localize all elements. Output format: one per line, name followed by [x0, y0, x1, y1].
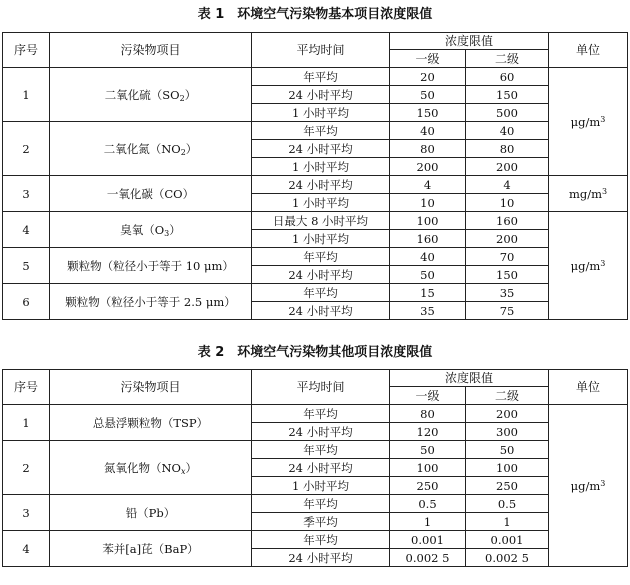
grade2-value: 250 — [466, 477, 549, 495]
pollutant-name: 臭氧$(O_3)$ — [50, 212, 252, 248]
grade1-value: 120 — [390, 423, 466, 441]
period-cell: 24 小时平均 — [252, 140, 390, 158]
period-cell: 日最大 8 小时平均 — [252, 212, 390, 230]
grade1-value: 100 — [390, 212, 466, 230]
row-no: 1 — [3, 405, 50, 441]
row-no: 4 — [3, 212, 50, 248]
period-cell: 年平均 — [252, 495, 390, 513]
period-cell: 24 小时平均 — [252, 176, 390, 194]
grade2-value: 1 — [466, 513, 549, 531]
period-cell: 年平均 — [252, 248, 390, 266]
period-cell: 年平均 — [252, 284, 390, 302]
header-grade2: 二级 — [466, 50, 549, 68]
period-cell: 年平均 — [252, 531, 390, 549]
pollutant-name: 总悬浮颗粒物（TSP） — [50, 405, 252, 441]
grade2-value: 70 — [466, 248, 549, 266]
period-cell: 年平均 — [252, 441, 390, 459]
pollutant-name: 颗粒物（粒径小于等于 10 μm） — [50, 248, 252, 284]
unit-cell: $\mu g/m^3$ — [549, 405, 628, 567]
grade2-value: 150 — [466, 86, 549, 104]
pollutant-name: 一氧化碳（CO） — [50, 176, 252, 212]
header-limit: 浓度限值 — [390, 370, 549, 387]
grade1-value: 250 — [390, 477, 466, 495]
pollutant-name: 二氧化氮$(NO_2)$ — [50, 122, 252, 176]
table2 — [2, 369, 628, 567]
grade2-value: 200 — [466, 405, 549, 423]
grade1-value: 0.001 — [390, 531, 466, 549]
row-no: 5 — [3, 248, 50, 284]
row-no: 2 — [3, 122, 50, 176]
grade1-value: 80 — [390, 140, 466, 158]
pollutant-name: 二氧化硫$(SO_2)$ — [50, 68, 252, 122]
unit-cell: $\mu g/m^3$ — [549, 68, 628, 176]
period-cell: 1 小时平均 — [252, 477, 390, 495]
period-cell: 年平均 — [252, 122, 390, 140]
row-no: 2 — [3, 441, 50, 495]
table1 — [2, 32, 628, 320]
grade2-value: 80 — [466, 140, 549, 158]
header-grade2: 二级 — [466, 387, 549, 405]
period-cell: 24 小时平均 — [252, 302, 390, 320]
grade1-value: 50 — [390, 86, 466, 104]
pollutant-name: 铅（Pb） — [50, 495, 252, 531]
period-cell: 1 小时平均 — [252, 104, 390, 122]
row-no: 1 — [3, 68, 50, 122]
grade2-value: 10 — [466, 194, 549, 212]
period-cell: 24 小时平均 — [252, 266, 390, 284]
grade2-value: 500 — [466, 104, 549, 122]
unit-cell: $mg/m^3$ — [549, 176, 628, 212]
table1-caption: 表 1 环境空气污染物基本项目浓度限值 — [197, 7, 433, 22]
grade2-value: 60 — [466, 68, 549, 86]
grade2-value: 160 — [466, 212, 549, 230]
grade1-value: 150 — [390, 104, 466, 122]
header-period: 平均时间 — [252, 370, 390, 405]
period-cell: 1 小时平均 — [252, 194, 390, 212]
grade1-value: 50 — [390, 266, 466, 284]
header-grade1: 一级 — [390, 387, 466, 405]
grade2-value: 100 — [466, 459, 549, 477]
grade1-value: 80 — [390, 405, 466, 423]
grade1-value: 20 — [390, 68, 466, 86]
grade1-value: 4 — [390, 176, 466, 194]
grade1-value: 0.5 — [390, 495, 466, 513]
grade2-value: 0.5 — [466, 495, 549, 513]
period-cell: 年平均 — [252, 68, 390, 86]
period-cell: 季平均 — [252, 513, 390, 531]
grade2-value: 0.002 5 — [466, 549, 549, 567]
table2-caption: 表 2 环境空气污染物其他项目浓度限值 — [197, 345, 433, 360]
period-cell: 年平均 — [252, 405, 390, 423]
grade2-value: 50 — [466, 441, 549, 459]
pollutant-name: 氮氧化物$(NO_x)$ — [50, 441, 252, 495]
pollutant-name: 颗粒物（粒径小于等于 2.5 μm） — [50, 284, 252, 320]
grade2-value: 4 — [466, 176, 549, 194]
row-no: 4 — [3, 531, 50, 567]
grade1-value: 35 — [390, 302, 466, 320]
row-no: 3 — [3, 495, 50, 531]
header-unit: 单位 — [549, 33, 628, 68]
header-period: 平均时间 — [252, 33, 390, 68]
header-no: 序号 — [3, 370, 50, 405]
grade2-value: 200 — [466, 158, 549, 176]
period-cell: 1 小时平均 — [252, 158, 390, 176]
row-no: 3 — [3, 176, 50, 212]
grade1-value: 40 — [390, 248, 466, 266]
header-pollutant: 污染物项目 — [50, 33, 252, 68]
header-no: 序号 — [3, 33, 50, 68]
pollutant-name: 苯并[a]芘（BaP） — [50, 531, 252, 567]
grade2-value: 150 — [466, 266, 549, 284]
grade2-value: 75 — [466, 302, 549, 320]
grade2-value: 0.001 — [466, 531, 549, 549]
grade2-value: 300 — [466, 423, 549, 441]
header-pollutant: 污染物项目 — [50, 370, 252, 405]
row-no: 6 — [3, 284, 50, 320]
unit-cell: $\mu g/m^3$ — [549, 212, 628, 320]
header-grade1: 一级 — [390, 50, 466, 68]
period-cell: 24 小时平均 — [252, 549, 390, 567]
grade1-value: 100 — [390, 459, 466, 477]
grade2-value: 35 — [466, 284, 549, 302]
header-unit: 单位 — [549, 370, 628, 405]
grade1-value: 10 — [390, 194, 466, 212]
grade1-value: 50 — [390, 441, 466, 459]
grade2-value: 200 — [466, 230, 549, 248]
period-cell: 24 小时平均 — [252, 459, 390, 477]
grade1-value: 1 — [390, 513, 466, 531]
grade1-value: 160 — [390, 230, 466, 248]
grade1-value: 15 — [390, 284, 466, 302]
period-cell: 24 小时平均 — [252, 423, 390, 441]
grade1-value: 0.002 5 — [390, 549, 466, 567]
grade2-value: 40 — [466, 122, 549, 140]
grade1-value: 40 — [390, 122, 466, 140]
period-cell: 1 小时平均 — [252, 230, 390, 248]
header-limit: 浓度限值 — [390, 33, 549, 50]
period-cell: 24 小时平均 — [252, 86, 390, 104]
grade1-value: 200 — [390, 158, 466, 176]
